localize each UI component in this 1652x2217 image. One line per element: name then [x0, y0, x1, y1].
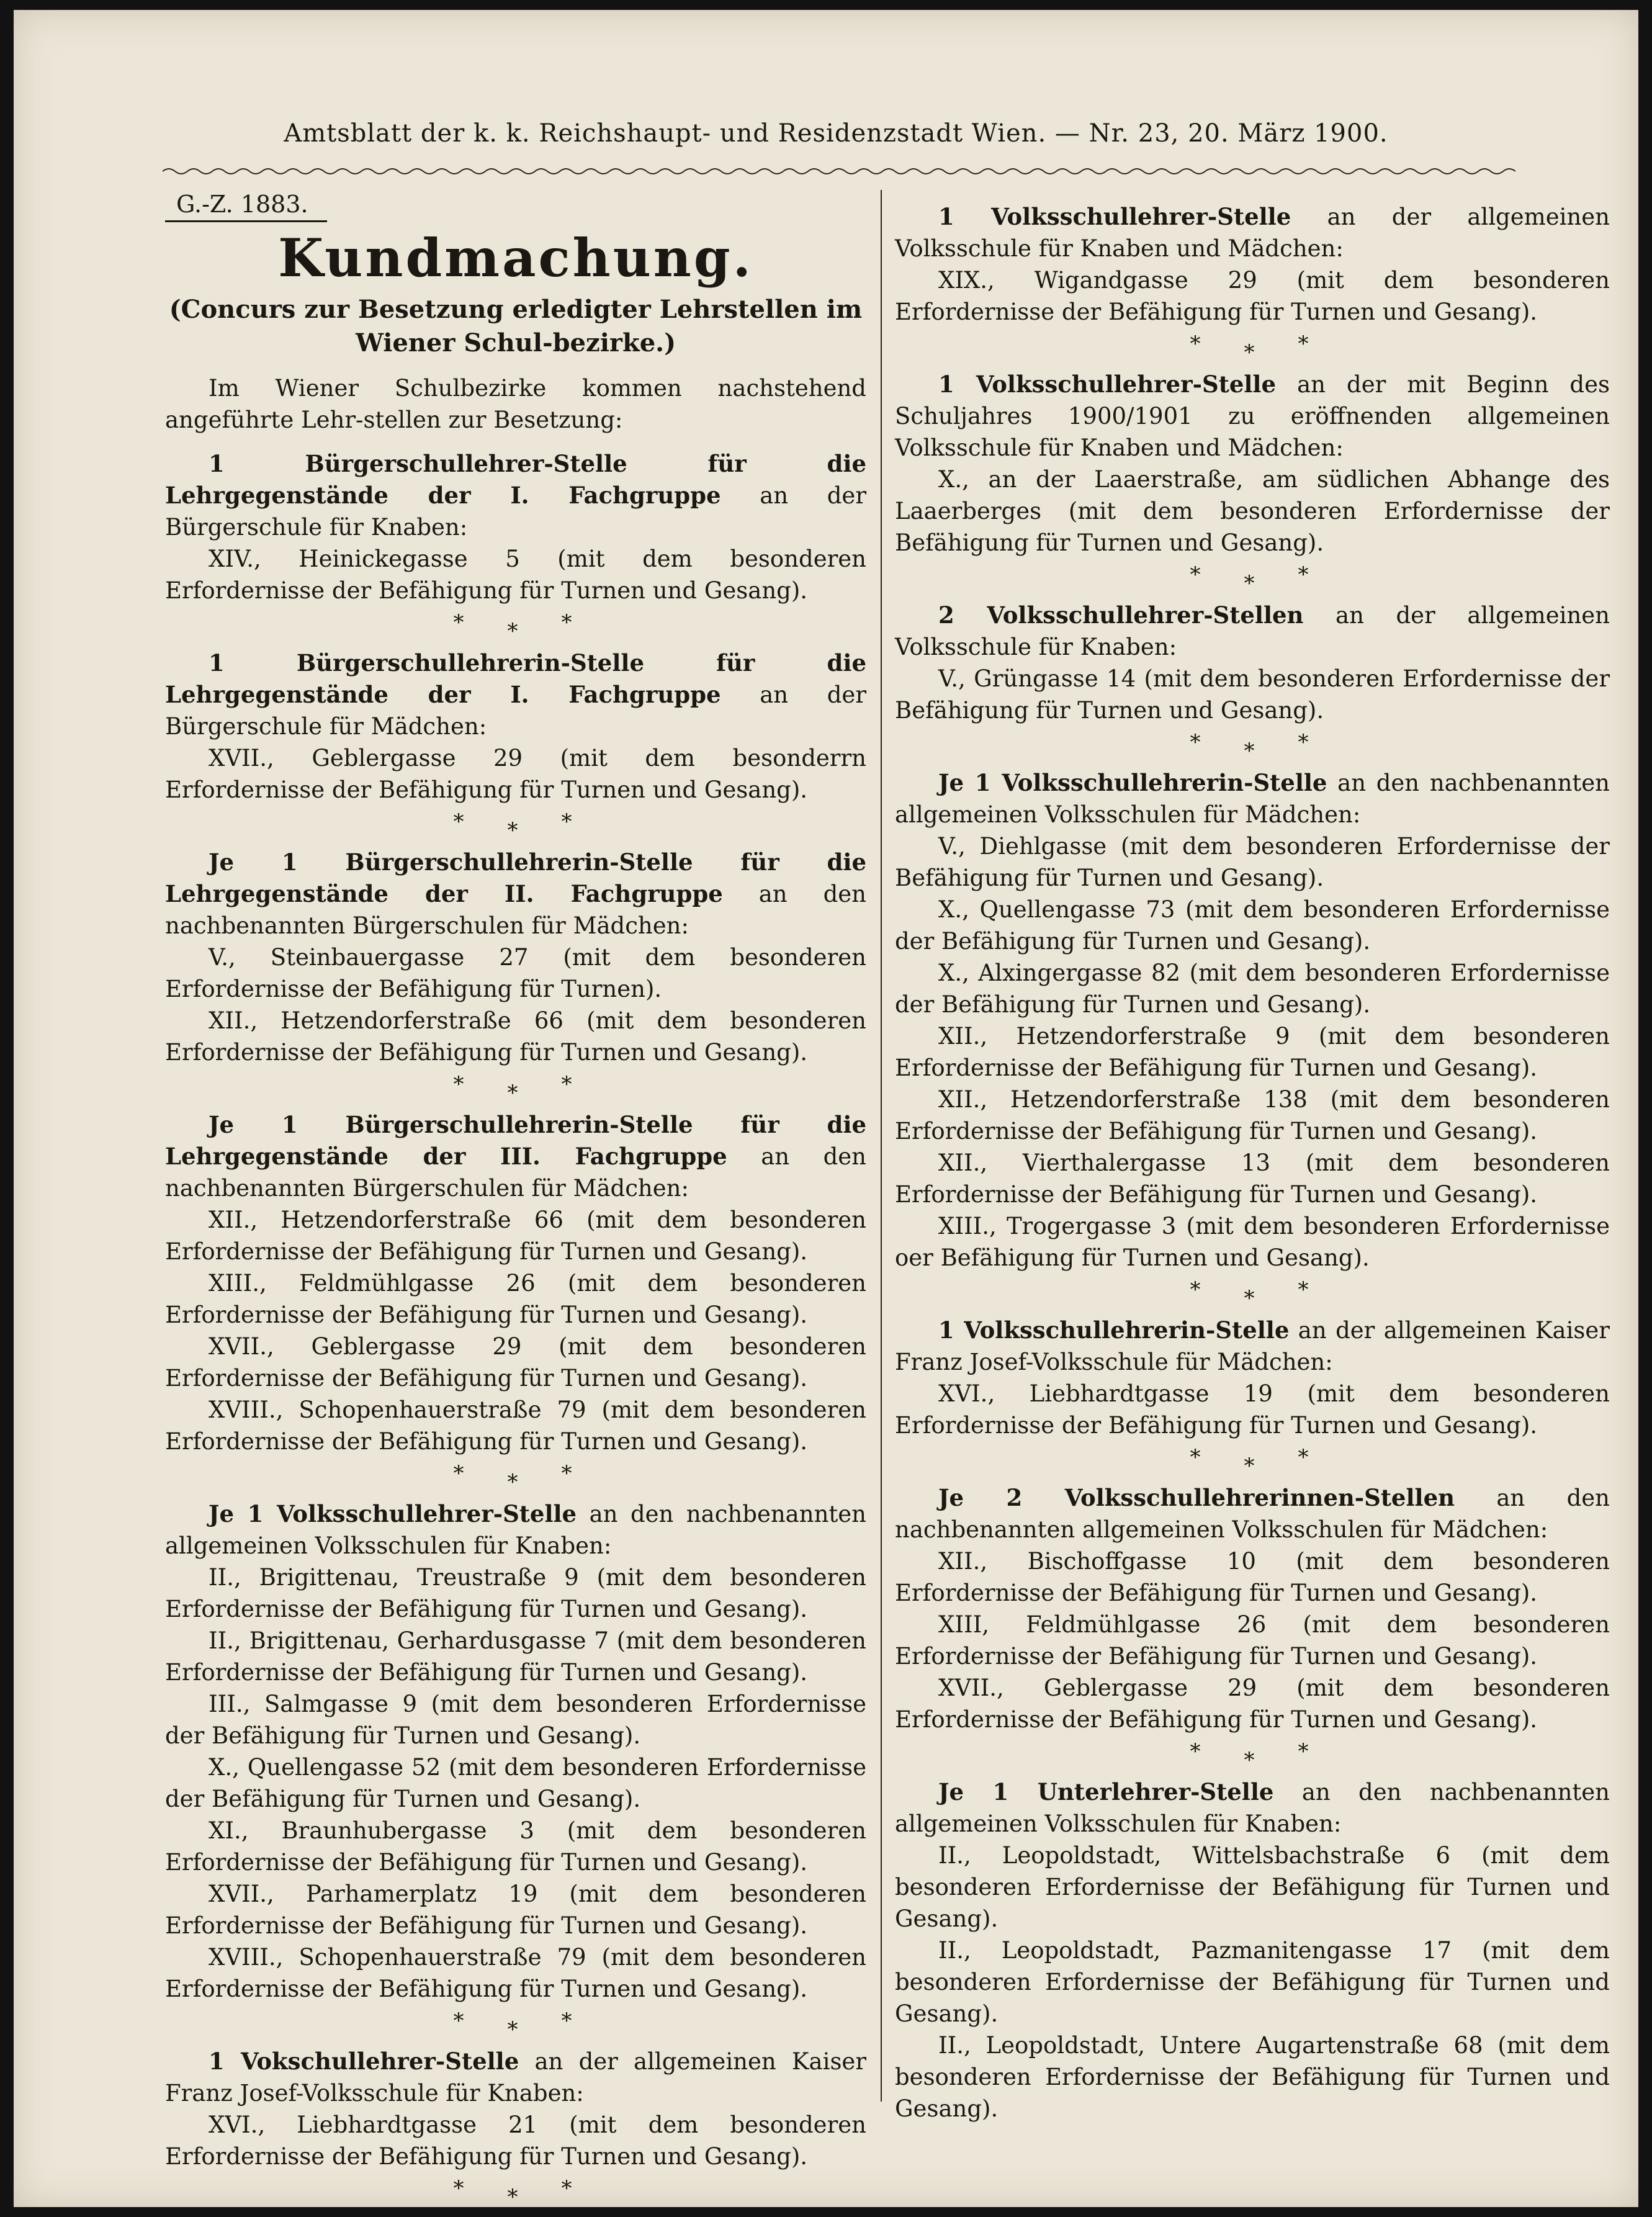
star: *	[453, 1072, 508, 1097]
right-column	[895, 189, 1610, 2125]
section-heading-rest: an den nachbenannten allgemeinen Volksschulen für Knaben:	[895, 1779, 1610, 1837]
section-heading-rest: an den nachbenannten allgemeinen Volksschulen für Mädchen:	[895, 1485, 1610, 1543]
section-heading	[895, 767, 1610, 830]
star: *	[507, 1470, 562, 1495]
vacancy-section	[895, 1315, 1610, 1441]
section-heading-bold: 1 Volksschullehrer-Stelle	[938, 203, 1291, 230]
school-entry: XII., Vierthalergasse 13 (mit dem besonderen Erfordernisse der Befähigung für Turnen und Gesang).	[895, 1149, 1610, 1208]
school-entry: X., Quellengasse 52 (mit dem besonderen Erfordernisse der Befähigung für Turnen und Gesang).	[165, 1754, 866, 1812]
school-entry: XVI., Liebhardtgasse 21 (mit dem besonderen Erfordernisse der Befähigung für Turnen und Gesang).	[165, 2111, 866, 2170]
section-entries	[165, 2109, 866, 2172]
vacancy-section	[165, 1109, 866, 1457]
subtitle: (Concurs zur Besetzung erledigter Lehrstellen im Wiener Schul-bezirke.)	[169, 295, 863, 358]
section-heading	[165, 647, 866, 742]
star: *	[1244, 571, 1298, 596]
star: *	[507, 1081, 562, 1105]
asterism-separator	[202, 2008, 866, 2042]
section-heading-bold: 1 Volksschullehrer-Stelle	[938, 371, 1277, 398]
school-entry: XII., Hetzendorferstraße 138 (mit dem besonderen Erfordernisse der Befähigung für Turnen und Gesang).	[895, 1086, 1610, 1144]
star: *	[1298, 1739, 1352, 1764]
section-entries	[895, 1545, 1610, 1735]
school-entry: V., Grüngasse 14 (mit dem besonderen Erfordernisse der Befähigung für Turnen und Gesang).	[895, 665, 1610, 724]
section-heading-rest: an den nachbenannten allgemeinen Volksschulen für Mädchen:	[895, 770, 1610, 828]
section-entries	[165, 742, 866, 806]
section-entries	[165, 1562, 866, 2005]
vacancy-section	[895, 767, 1610, 1274]
star: *	[1298, 1445, 1352, 1470]
vacancy-section	[895, 1776, 1610, 2125]
section-entries	[895, 663, 1610, 726]
left-sections	[165, 448, 867, 2207]
star: *	[453, 2176, 508, 2201]
section-heading-bold: Je 1 Bürgerschullehrerin-Stelle für die Lehrgegenstände der III. Fachgruppe	[165, 1111, 866, 1170]
section-heading-bold: 1 Bürgerschullehrer-Stelle für die Lehrgegenstände der I. Fachgruppe	[165, 450, 866, 509]
school-entry: XII., Hetzendorferstraße 9 (mit dem besonderen Erfordernisse der Befähigung für Turnen und Gesang).	[895, 1023, 1610, 1081]
star: *	[561, 2008, 616, 2033]
section-heading-rest: an der mit Beginn des Schuljahres 1900/1901 zu eröffnenden allgemeinen Volksschule für Knaben und Mädchen:	[895, 371, 1610, 461]
section-heading-bold: Je 2 Volksschullehrerinnen-Stellen	[938, 1484, 1455, 1511]
school-entry: XVIII., Schopenhauerstraße 79 (mit dem besonderen Erfordernisse der Befähigung für Turnen und Gesang).	[165, 1944, 866, 2002]
asterism-separator	[202, 2176, 866, 2207]
school-entry: X., an der Laaerstraße, am südlichen Abhange des Laaerberges (mit dem besonderen Erfordernisse der Befähigung für Turnen und Gesang).	[895, 466, 1610, 556]
star: *	[453, 2008, 508, 2033]
section-heading-rest: an der allgemeinen Volksschule für Knaben und Mädchen:	[895, 204, 1610, 262]
star: *	[1244, 739, 1298, 763]
section-entries	[895, 264, 1610, 328]
vacancy-section	[895, 1482, 1610, 1735]
school-entry: XVII., Geblergasse 29 (mit dem besonderen Erfordernisse der Befähigung für Turnen und Gesang).	[165, 1333, 866, 1392]
vacancy-section	[165, 647, 866, 806]
star: *	[1244, 340, 1298, 365]
vacancy-section	[165, 847, 866, 1068]
right-sections	[895, 201, 1610, 2125]
star: *	[453, 809, 508, 834]
section-entries	[165, 1204, 866, 1457]
vacancy-section	[165, 448, 866, 606]
section-entries	[895, 1378, 1610, 1441]
star: *	[507, 619, 562, 644]
school-entry: XIII., Trogergasse 3 (mit dem besonderen Erfordernisse oer Befähigung für Turnen und Gesang).	[895, 1213, 1610, 1271]
school-entry: XII., Hetzendorferstraße 66 (mit dem besonderen Erfordernisse der Befähigung für Turnen und Gesang).	[165, 1007, 866, 1066]
section-heading-bold: Je 1 Volksschullehrerin-Stelle	[938, 769, 1327, 796]
section-heading	[165, 2046, 866, 2109]
vacancy-section	[165, 2046, 866, 2172]
school-entry: XII., Hetzendorferstraße 66 (mit dem besonderen Erfordernisse der Befähigung für Turnen und Gesang).	[165, 1207, 866, 1265]
star: *	[1244, 1748, 1298, 1773]
star: *	[1298, 1277, 1352, 1302]
star: *	[1190, 1739, 1244, 1764]
school-entry: X., Quellengasse 73 (mit dem besonderen Erfordernisse der Befähigung für Turnen und Gesang).	[895, 896, 1610, 955]
section-heading-rest: an den nachbenannten Bürgerschulen für Mädchen:	[165, 881, 866, 939]
star: *	[507, 2017, 562, 2042]
asterism-separator	[202, 1072, 866, 1105]
section-heading-bold: Je 1 Volksschullehrer-Stelle	[209, 1500, 577, 1527]
star: *	[507, 818, 562, 843]
school-entry: XIII., Feldmühlgasse 26 (mit dem besonderen Erfordernisse der Befähigung für Turnen und Gesang).	[165, 1270, 866, 1328]
section-heading	[895, 600, 1610, 663]
school-entry: XIV., Heinickegasse 5 (mit dem besonderen Erfordernisse der Befähigung für Turnen und Gesang).	[165, 546, 866, 604]
asterism-separator	[202, 809, 866, 843]
reference-number: G.-Z. 1883.	[165, 189, 866, 222]
school-entry: II., Leopoldstadt, Pazmanitengasse 17 (mit dem besonderen Erfordernisse der Befähigung für Turnen und Gesang).	[895, 1937, 1610, 2027]
school-entry: XVII., Geblergasse 29 (mit dem besonderrn Erfordernisse der Befähigung für Turnen und Gesang).	[165, 745, 866, 803]
star: *	[1298, 331, 1352, 356]
section-heading-rest: an der Bürgerschule für Mädchen:	[165, 681, 867, 740]
page	[14, 10, 1638, 2207]
star: *	[1190, 730, 1244, 755]
school-entry: II., Leopoldstadt, Untere Augartenstraße 68 (mit dem besonderen Erfordernisse der Befähigung für Turnen und Gesang).	[895, 2032, 1610, 2122]
star: *	[1244, 1286, 1298, 1311]
school-entry: X., Alxingergasse 82 (mit dem besonderen Erfordernisse der Befähigung für Turnen und Gesang).	[895, 960, 1610, 1018]
school-entry: II., Brigittenau, Gerhardusgasse 7 (mit dem besonderen Erfordernisse der Befähigung für Turnen und Gesang).	[165, 1627, 866, 1686]
star: *	[561, 1072, 616, 1097]
asterism-separator	[932, 1445, 1610, 1478]
section-entries	[895, 464, 1610, 559]
vacancy-section	[895, 369, 1610, 559]
section-heading-bold: Je 1 Bürgerschullehrerin-Stelle für die Lehrgegenstände der II. Fachgruppe	[165, 848, 866, 907]
section-heading-rest: an der allgemeinen Volksschule für Knaben:	[895, 602, 1610, 660]
star: *	[561, 2176, 616, 2201]
section-heading-rest: an den nachbenannten Bürgerschulen für Mädchen:	[165, 1143, 867, 1202]
section-heading	[895, 1776, 1610, 1840]
school-entry: V., Steinbauergasse 27 (mit dem besonderen Erfordernisse der Befähigung für Turnen).	[165, 944, 866, 1002]
school-entry: III., Salmgasse 9 (mit dem besonderen Erfordernisse der Befähigung für Turnen und Gesang).	[165, 1691, 866, 1749]
wavy-rule	[163, 165, 1515, 178]
section-entries	[895, 1840, 1610, 2125]
asterism-separator	[202, 610, 866, 644]
star: *	[1298, 562, 1352, 587]
school-entry: XVI., Liebhardtgasse 19 (mit dem besonderen Erfordernisse der Befähigung für Turnen und Gesang).	[895, 1380, 1610, 1439]
column-divider	[881, 190, 882, 2102]
star: *	[1190, 1445, 1244, 1470]
section-heading	[165, 448, 866, 543]
asterism-separator	[932, 1739, 1610, 1773]
school-entry: II., Leopoldstadt, Wittelsbachstraße 6 (mit dem besonderen Erfordernisse der Befähigung für Turnen und Gesang).	[895, 1842, 1610, 1932]
section-heading-bold: 1 Bürgerschullehrerin-Stelle für die Lehrgegenstände der I. Fachgruppe	[165, 649, 866, 708]
asterism-separator	[932, 562, 1610, 596]
section-heading	[895, 201, 1610, 264]
asterism-separator	[202, 1461, 866, 1495]
star: *	[507, 2185, 562, 2207]
section-heading	[895, 369, 1610, 464]
vacancy-section	[895, 201, 1610, 328]
school-entry: XIII, Feldmühlgasse 26 (mit dem besonderen Erfordernisse der Befähigung für Turnen und Gesang).	[895, 1611, 1610, 1670]
section-heading	[165, 1109, 866, 1204]
section-heading-rest: an den nachbenannten allgemeinen Volksschulen für Knaben:	[165, 1501, 866, 1559]
section-heading-bold: 2 Volksschullehrer-Stellen	[938, 601, 1304, 629]
section-entries	[895, 830, 1610, 1274]
star: *	[561, 610, 616, 635]
page-title: Kundmachung.	[278, 227, 753, 289]
section-heading-rest: an der Bürgerschule für Knaben:	[165, 482, 867, 541]
vacancy-section	[165, 1498, 866, 2005]
section-heading-rest: an der allgemeinen Kaiser Franz Josef-Volksschule für Mädchen:	[895, 1317, 1610, 1375]
asterism-separator	[932, 331, 1610, 365]
section-heading	[165, 847, 866, 942]
star: *	[1190, 331, 1244, 356]
section-heading	[165, 1498, 866, 1562]
school-entry: XI., Braunhubergasse 3 (mit dem besonderen Erfordernisse der Befähigung für Turnen und Gesang).	[165, 1817, 866, 1876]
section-entries	[165, 942, 866, 1068]
left-column	[165, 189, 866, 2205]
intro-text: Im Wiener Schulbezirke kommen nachstehend angeführte Lehr-stellen zur Besetzung:	[165, 375, 866, 433]
star: *	[561, 809, 616, 834]
school-entry: XIX., Wigandgasse 29 (mit dem besonderen Erfordernisse der Befähigung für Turnen und Gesang).	[895, 267, 1610, 325]
star: *	[561, 1461, 616, 1486]
star: *	[453, 1461, 508, 1486]
section-heading	[895, 1482, 1610, 1545]
star: *	[1244, 1454, 1298, 1478]
section-heading-bold: 1 Volksschullehrerin-Stelle	[938, 1316, 1290, 1344]
school-entry: II., Brigittenau, Treustraße 9 (mit dem besonderen Erfordernisse der Befähigung für Turnen und Gesang).	[165, 1564, 866, 1622]
star: *	[453, 610, 508, 635]
school-entry: XVII., Geblergasse 29 (mit dem besonderen Erfordernisse der Befähigung für Turnen und Gesang).	[895, 1675, 1610, 1733]
school-entry: XVII., Parhamerplatz 19 (mit dem besonderen Erfordernisse der Befähigung für Turnen und Gesang).	[165, 1881, 866, 1939]
school-entry: V., Diehlgasse (mit dem besonderen Erfordernisse der Befähigung für Turnen und Gesang).	[895, 833, 1610, 891]
school-entry: XVIII., Schopenhauerstraße 79 (mit dem besonderen Erfordernisse der Befähigung für Turnen und Gesang).	[165, 1396, 866, 1455]
section-heading-bold: Je 1 Unterlehrer-Stelle	[938, 1778, 1274, 1806]
asterism-separator	[932, 1277, 1610, 1311]
gazette-header: Amtsblatt der k. k. Reichshaupt- und Residenzstadt Wien. — Nr. 23, 20. März 1900.	[284, 119, 1388, 148]
star: *	[1190, 562, 1244, 587]
school-entry: XII., Bischoffgasse 10 (mit dem besonderen Erfordernisse der Befähigung für Turnen und Gesang).	[895, 1548, 1610, 1606]
section-heading-rest: an der allgemeinen Kaiser Franz Josef-Volksschule für Knaben:	[165, 2048, 867, 2107]
section-heading-bold: 1 Vokschullehrer-Stelle	[209, 2048, 519, 2075]
star: *	[1190, 1277, 1244, 1302]
section-entries	[165, 543, 866, 606]
star: *	[1298, 730, 1352, 755]
vacancy-section	[895, 600, 1610, 726]
asterism-separator	[932, 730, 1610, 763]
section-heading	[895, 1315, 1610, 1378]
